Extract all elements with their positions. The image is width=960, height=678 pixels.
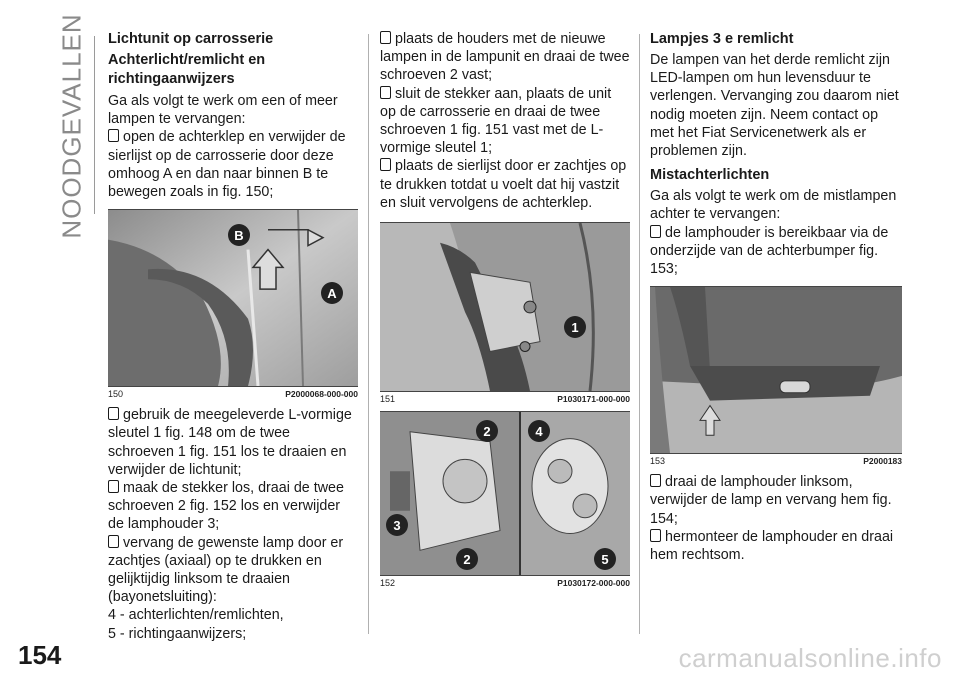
figure-code: P2000068-000-000 [285,389,358,400]
figure-number: 152 [380,578,396,589]
section-tab [52,12,92,239]
column-3 [650,30,902,564]
list-item: 4 - achterlichten/remlichten, [108,607,284,624]
figure-code: P2000183 [863,456,902,467]
figure-151 [380,222,630,392]
figure-number: 151 [380,394,396,405]
heading-third-brake-light: Lampjes 3 e remlicht [650,31,794,47]
figure-152-photo [380,412,630,575]
figure-number: 153 [650,456,666,467]
label-2-top: 2 [476,420,498,442]
figure-150 [108,209,358,387]
label-4: 4 [528,420,550,442]
list-item: 5 - richtingaanwijzers; [108,625,247,642]
step-refit-trim: plaats de sierlijst door er zachtjes op te drukken totdat u voelt dat hij vastzit en sluit vervolgens de achterklep. [380,157,630,212]
fog-intro: Ga als volgt te werk om de mistlampen achter te vervangen: [650,188,897,223]
label-3: 3 [386,514,408,536]
figure-153 [650,286,902,454]
step-place-holders: plaats de houders met de nieuwe lampen in de lampunit en draai de twee schroeven 2 vast; [380,31,630,84]
label-2-bottom: 2 [456,548,478,570]
label-a: A [321,282,343,304]
heading-body-light-unit: Lichtunit op carrosserie [108,31,274,47]
step-refit-holder: hermonteer de lamphouder en draai hem rechtsom. [650,528,902,564]
watermark: carmanualsonline.info [678,643,942,673]
label-b: B [228,224,250,246]
figure-153-caption [650,456,902,466]
figure-153-photo [650,287,902,453]
page-number: 154 [18,640,62,670]
step-disconnect: maak de stekker los, draai de twee schroeven 2 fig. 152 los en verwijder de lamphouder 3; [108,479,358,534]
figure-code: P1030172-000-000 [557,578,630,589]
figure-150-caption [108,389,358,399]
label-5: 5 [594,548,616,570]
figure-code: P1030171-000-000 [557,394,630,405]
label-1: 1 [564,316,586,338]
step-remove-unit: gebruik de meegeleverde L-vormige sleutel 1 fig. 148 om de twee schroeven 1 fig. 151 los te draaien en verwijder de lichtunit; [108,406,358,479]
step-reconnect: sluit de stekker aan, plaats de unit op de carrosserie en draai de twee schroeven 1 fig. 151 vast met de L-vormige sleutel 1; [380,85,630,158]
section-title: NOODGEVALLEN [56,12,87,239]
step-replace-lamp: vervang de gewenste lamp door er zachtjes (axiaal) op te drukken en gelijktijdig linksom te draaien (bayonetsluiting): [108,534,358,607]
step-open-tailgate: open de achterklep en verwijder de sierlijst op de carrosserie door deze omhoog A en dan naar binnen B te bewegen zoals in fig. 150; [108,128,358,201]
heading-rear-fog: Mistachterlichten [650,167,770,184]
column-2 [380,30,630,595]
column-divider [639,34,640,634]
intro-text: Ga als volgt te werk om een of meer lampen te vervangen: [108,93,338,128]
step-turn-holder: draai de lamphouder linksom, verwijder de lamp en vervang hem fig. 154; [650,473,902,528]
section-rule [94,36,95,214]
figure-151-caption [380,394,630,404]
step-access-holder: de lamphouder is bereikbaar via de onderzijde van de achterbumper fig. 153; [650,224,902,279]
figure-number: 150 [108,389,124,400]
figure-152-caption [380,578,630,588]
figure-152 [380,411,630,576]
led-info: De lampen van het derde remlicht zijn LED-lampen om hun levensduur te verlengen. Vervanging zou daarom niet nodig moeten zijn. Neem contact op met het Fiat Servicenetwerk als er problemen zijn. [650,52,899,160]
column-1 [108,30,358,643]
heading-rear-light: Achterlicht/remlicht en richtingaanwijzers [108,52,266,87]
column-divider [368,34,369,634]
figure-151-photo [380,223,630,391]
